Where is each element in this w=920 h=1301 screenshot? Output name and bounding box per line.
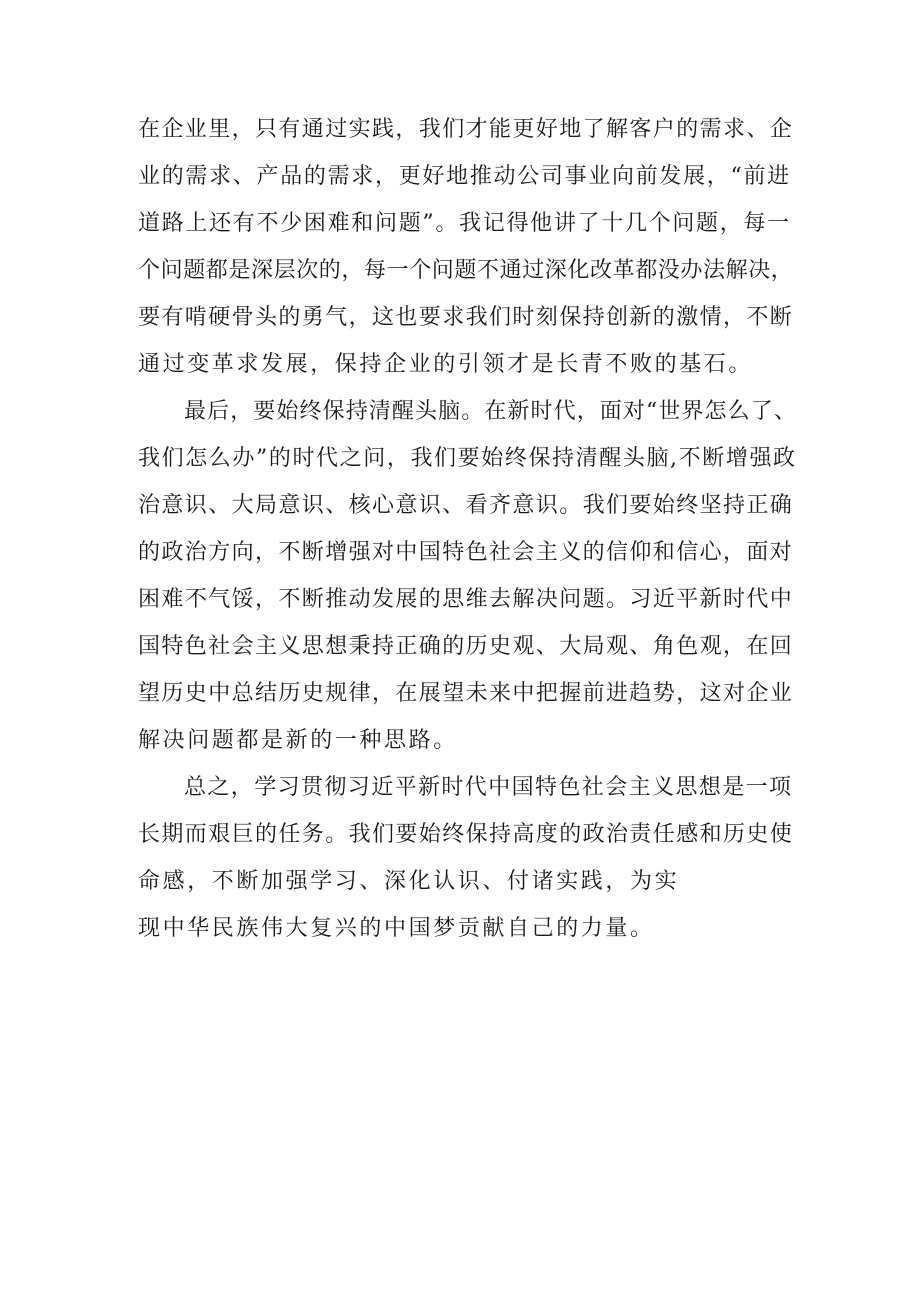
paragraph-3-line-3: 命感，不断加强学习、深化认识、付诸实践，为实	[138, 869, 680, 894]
paragraph-2-line-6: 国特色社会主义思想秉持正确的历史观、大局观、角色观，在回	[138, 634, 794, 659]
paragraph-2-line-3: 治意识、大局意识、核心意识、看齐意识。我们要始终坚持正确	[138, 493, 794, 518]
paragraph-1-line-3: 道路上还有不少困难和问题”。我记得他讲了十几个问题，每一	[138, 211, 791, 236]
paragraph-1-line-1: 在企业里，只有通过实践，我们才能更好地了解客户的需求、企	[138, 117, 794, 142]
paragraph-2-line-8: 解决问题都是新的一种思路。	[138, 728, 458, 753]
paragraph-3-line-4: 现中华民族伟大复兴的中国梦贡献自己的力量。	[138, 916, 655, 941]
paragraph-2-line-4: 的政治方向，不断增强对中国特色社会主义的信仰和信心，面对	[138, 540, 794, 565]
paragraph-3-line-2: 长期而艰巨的任务。我们要始终保持高度的政治责任感和历史使	[138, 822, 794, 847]
paragraph-1-line-5: 要有啃硬骨头的勇气，这也要求我们时刻保持创新的激情，不断	[138, 305, 794, 330]
paragraph-1-line-2: 业的需求、产品的需求，更好地推动公司事业向前发展，“前进	[138, 164, 791, 189]
paragraph-2-line-5: 困难不气馁，不断推动发展的思维去解决问题。习近平新时代中	[138, 587, 794, 612]
paragraph-1-line-6: 通过变革求发展，保持企业的引领才是长青不败的基石。	[138, 352, 754, 377]
document-body	[138, 106, 798, 952]
paragraph-3-line-1: 总之，学习贯彻习近平新时代中国特色社会主义思想是一项	[184, 775, 793, 800]
paragraph-2-line-7: 望历史中总结历史规律，在展望未来中把握前进趋势，这对企业	[138, 681, 794, 706]
paragraph-1-line-4: 个问题都是深层次的，每一个问题不通过深化改革都没办法解决，	[138, 258, 794, 283]
paragraph-2-line-2: 我们怎么办”的时代之问，我们要始终保持清醒头脑,不断增强政	[138, 446, 797, 471]
paragraph-2-line-1: 最后，要始终保持清醒头脑。在新时代，面对“世界怎么了、	[184, 399, 797, 424]
